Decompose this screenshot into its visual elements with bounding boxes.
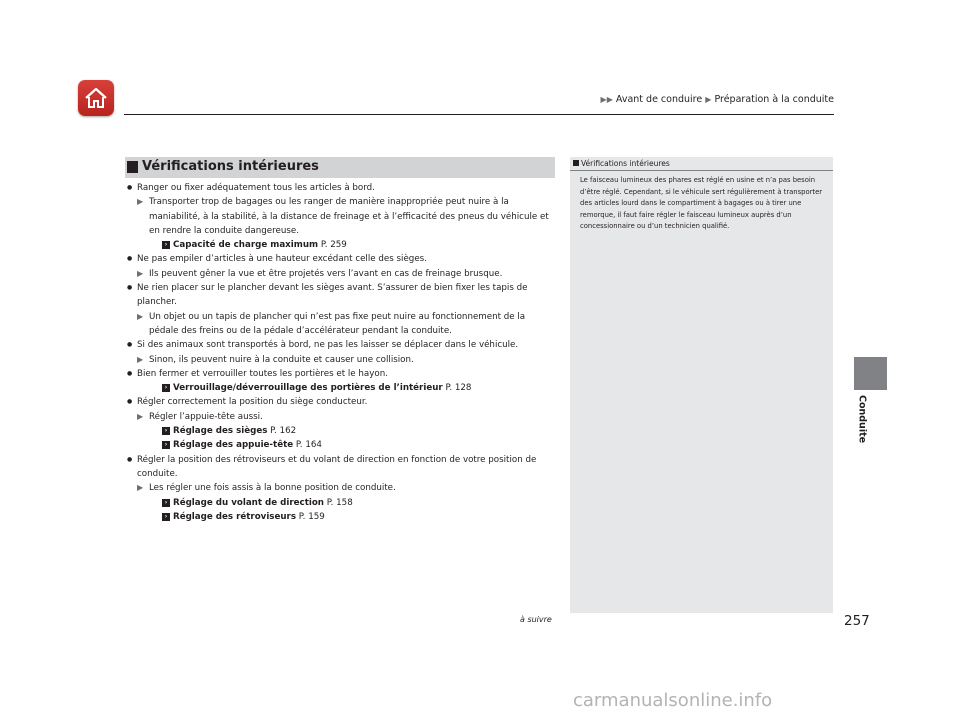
cross-reference [125, 496, 555, 510]
reference-arrow-icon: › [162, 427, 170, 435]
triangle-arrow-icon: ▶ [137, 197, 144, 207]
reference-arrow-icon: › [162, 384, 170, 392]
sub-text: Ils peuvent gêner la vue et être projetés vers l’avant en cas de freinage brusque. [149, 268, 503, 279]
bullet-item [125, 395, 555, 409]
sub-text: Régler l’appuie-tête aussi. [149, 411, 263, 422]
sub-text: Sinon, ils peuvent nuire à la conduite et causer une collision. [149, 354, 414, 365]
sub-text: Transporter trop de bagages ou les ranger de manière inappropriée peut nuire à la maniabilité, à la stabilité, à la distance de freinage et à l’efficacité des pneus du véhicule et en rendre la conduite dangereuse. [149, 197, 549, 236]
triangle-arrow-icon: ▶ [137, 268, 144, 278]
header-divider [124, 114, 834, 115]
sub-item [125, 310, 555, 339]
continued-label: à suivre [520, 615, 552, 624]
note-marker-icon [573, 160, 579, 166]
chapter-label: Conduite [856, 395, 868, 444]
sidebar-note-title: Vérifications intérieures [581, 159, 670, 168]
breadcrumb-arrow-icon: ▶▶ [600, 95, 613, 104]
breadcrumb-arrow-icon: ▶ [705, 95, 712, 104]
section-marker-icon [127, 161, 138, 173]
bullet-item [125, 281, 555, 310]
reference-page[interactable]: P. 158 [326, 497, 353, 508]
reference-page[interactable]: P. 259 [320, 240, 347, 251]
sidebar-note [570, 157, 833, 613]
home-icon [83, 86, 109, 110]
sidebar-note-header [570, 157, 833, 171]
reference-link[interactable]: Capacité de charge maximum [173, 240, 319, 251]
section-header [125, 157, 555, 178]
page-number: 257 [844, 613, 870, 629]
reference-arrow-icon: › [162, 513, 170, 521]
breadcrumb-item-2[interactable]: Préparation à la conduite [714, 94, 834, 105]
bullet-item [125, 181, 555, 195]
bullet-text: Si des animaux sont transportés à bord, ne pas les laisser se déplacer dans le véhicule. [137, 340, 519, 351]
bullet-text: Régler la position des rétroviseurs et du volant de direction en fonction de votre position de conduite. [137, 454, 537, 479]
cross-reference [125, 381, 555, 395]
reference-link[interactable]: Réglage des appuie-tête [173, 440, 294, 451]
bullet-text: Ranger ou fixer adéquatement tous les articles à bord. [137, 183, 375, 193]
bullet-item [125, 367, 555, 381]
reference-link[interactable]: Réglage des sièges [173, 426, 268, 437]
reference-link[interactable]: Réglage du volant de direction [173, 497, 324, 508]
section-body [125, 181, 555, 524]
sub-item [125, 267, 555, 281]
triangle-arrow-icon: ▶ [137, 311, 144, 321]
sub-text: Les régler une fois assis à la bonne position de conduite. [149, 483, 396, 494]
cross-reference [125, 238, 555, 252]
reference-arrow-icon: › [162, 241, 170, 249]
triangle-arrow-icon: ▶ [137, 483, 144, 493]
reference-link[interactable]: Verrouillage/déverrouillage des portières de l’intérieur [173, 383, 443, 394]
watermark: carmanualsonline.info [573, 690, 773, 711]
bullet-item [125, 252, 555, 266]
triangle-arrow-icon: ▶ [137, 411, 144, 421]
bullet-text: Régler correctement la position du siège conducteur. [137, 397, 368, 408]
bullet-text: Ne pas empiler d’articles à une hauteur excédant celle des sièges. [137, 254, 427, 265]
cross-reference [125, 510, 555, 524]
reference-page[interactable]: P. 162 [270, 426, 297, 437]
bullet-item [125, 338, 555, 352]
reference-page[interactable]: P. 128 [445, 383, 472, 394]
breadcrumb-item-1[interactable]: Avant de conduire [615, 94, 703, 105]
sub-text: Un objet ou un tapis de plancher qui n’est pas fixe peut nuire au fonctionnement de la pédale des freins ou de la pédale d’accélérateur pendant la conduite. [149, 311, 526, 336]
section-title: Vérifications intérieures [142, 159, 319, 174]
sub-item [125, 410, 555, 424]
sub-item [125, 195, 555, 238]
breadcrumb [601, 94, 834, 105]
reference-page[interactable]: P. 164 [295, 440, 322, 451]
reference-arrow-icon: › [162, 441, 170, 449]
bullet-text: Ne rien placer sur le plancher devant les sièges avant. S’assurer de bien fixer les tapis de plancher. [137, 283, 528, 308]
sidebar-note-divider [570, 170, 833, 171]
cross-reference [125, 438, 555, 452]
sidebar-note-text: Le faisceau lumineux des phares est réglé en usine et n’a pas besoin d’être réglé. Cependant, si le véhicule sert régulièrement à transporter des articles lourd dans le compartiment à bagages ou à tirer une remorque, il faut faire régler le faisceau lumineux auprès d’un concessionnaire ou d’un technicien qualifié. [580, 176, 823, 230]
reference-arrow-icon: › [162, 499, 170, 507]
bullet-item [125, 453, 555, 482]
sub-item [125, 481, 555, 495]
chapter-tab[interactable] [854, 357, 887, 390]
home-button[interactable] [78, 80, 114, 116]
reference-link[interactable]: Réglage des rétroviseurs [173, 511, 297, 522]
cross-reference [125, 424, 555, 438]
reference-page[interactable]: P. 159 [298, 511, 325, 522]
sub-item [125, 353, 555, 367]
bullet-text: Bien fermer et verrouiller toutes les portières et le hayon. [137, 368, 388, 379]
triangle-arrow-icon: ▶ [137, 354, 144, 364]
